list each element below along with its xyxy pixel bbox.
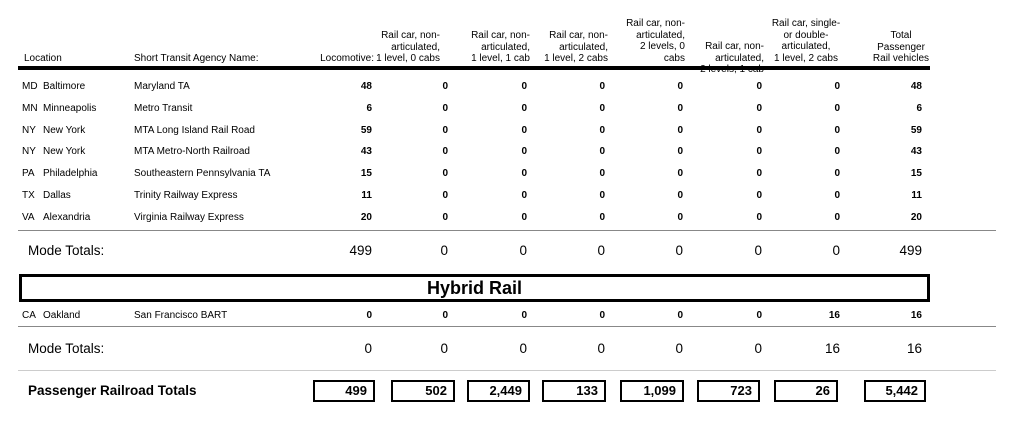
table-cell-value: 0	[677, 211, 683, 223]
table-cell-value: 0	[366, 310, 372, 321]
mode-total-value: 499	[349, 243, 372, 258]
grand-total-box: 1,099	[620, 380, 684, 402]
table-cell-value: 0	[442, 124, 448, 136]
mode-total-value: 16	[906, 341, 922, 356]
agency-name: Metro Transit	[134, 102, 193, 114]
table-cell-value: 43	[360, 146, 372, 158]
header-rule	[18, 66, 930, 70]
header-rail-car-2	[450, 30, 530, 65]
header-rail-car-4	[610, 18, 685, 64]
agency-name: Trinity Railway Express	[134, 190, 238, 201]
table-cell-value: 0	[599, 168, 605, 180]
state-code: NY	[22, 146, 36, 158]
header-rail-car-2-line: Rail car, non-	[471, 30, 530, 41]
header-rail-car-4-line: Rail car, non-	[626, 18, 685, 29]
city-name: Minneapolis	[43, 102, 97, 114]
agency-name: San Francisco BART	[134, 310, 228, 321]
state-code: MN	[22, 102, 38, 114]
table-cell-value: 0	[756, 124, 762, 136]
header-rail-car-3-line: articulated,	[559, 41, 608, 53]
table-cell-value: 15	[360, 168, 372, 180]
table-cell-value: 20	[360, 211, 372, 223]
table-cell-value: 0	[677, 190, 683, 201]
header-rail-car-6	[766, 18, 846, 64]
table-cell-value: 0	[599, 102, 605, 114]
table-cell-value: 0	[599, 190, 605, 201]
grand-total-box: 5,442	[864, 380, 926, 402]
table-cell-value: 59	[360, 124, 372, 136]
divider	[18, 370, 996, 371]
table-cell-value: 0	[442, 102, 448, 114]
table-cell-value: 0	[442, 190, 448, 201]
table-cell-value: 59	[910, 124, 922, 136]
mode-total-value: 499	[899, 243, 922, 258]
grand-total-box: 2,449	[467, 380, 530, 402]
header-rail-car-1	[364, 30, 440, 65]
state-code: MD	[22, 81, 38, 92]
header-rail-car-6-line: Rail car, single-	[771, 18, 841, 29]
mode-totals-label: Mode Totals:	[28, 243, 105, 258]
mode-total-value: 0	[754, 243, 762, 258]
table-cell-value: 48	[910, 81, 922, 92]
table-cell-value: 0	[834, 81, 840, 92]
header-rail-car-3	[530, 30, 608, 65]
agency-name: Maryland TA	[134, 81, 190, 92]
table-cell-value: 16	[828, 310, 840, 321]
header-rail-car-1-line: Rail car, non-	[381, 30, 440, 41]
city-name: New York	[43, 124, 86, 136]
header-rail-car-1-line: articulated,	[391, 41, 440, 53]
table-cell-value: 0	[677, 102, 683, 114]
header-rail-car-2-line: articulated,	[481, 41, 530, 53]
table-cell-value: 0	[442, 211, 448, 223]
mode-total-value: 0	[597, 341, 605, 356]
table-cell-value: 0	[677, 124, 683, 136]
header-total	[862, 30, 940, 65]
header-rail-car-4-line: cabs	[663, 52, 685, 64]
table-cell-value: 16	[910, 310, 922, 321]
table-cell-value: 0	[599, 81, 605, 92]
table-cell-value: 0	[756, 310, 762, 321]
table-cell-value: 6	[916, 102, 922, 114]
mode-totals-label: Mode Totals:	[28, 341, 105, 356]
header-total-line: Rail vehicles	[872, 53, 930, 64]
table-cell-value: 0	[521, 81, 527, 92]
table-cell-value: 0	[521, 310, 527, 321]
table-cell-value: 0	[599, 124, 605, 136]
mode-total-value: 0	[597, 243, 605, 258]
table-cell-value: 0	[756, 211, 762, 223]
header-rail-car-6-line: articulated,	[781, 41, 831, 52]
state-code: VA	[22, 211, 35, 223]
mode-total-value: 0	[440, 341, 448, 356]
table-cell-value: 15	[910, 168, 922, 180]
header-rail-car-4-line: 2 levels, 0	[639, 41, 685, 52]
table-cell-value: 11	[361, 190, 372, 201]
divider	[18, 230, 996, 231]
mode-total-value: 16	[824, 341, 840, 356]
divider	[18, 326, 996, 327]
table-cell-value: 0	[521, 211, 527, 223]
grand-total-box: 26	[774, 380, 838, 402]
table-cell-value: 0	[599, 211, 605, 223]
city-name: Dallas	[43, 190, 71, 201]
mode-total-value: 0	[675, 341, 683, 356]
table-cell-value: 0	[756, 168, 762, 180]
table-cell-value: 0	[521, 168, 527, 180]
city-name: Philadelphia	[43, 168, 98, 180]
header-rail-car-2-line: 1 level, 1 cab	[471, 53, 530, 64]
header-total-line: Passenger	[877, 41, 925, 53]
grand-total-box: 133	[542, 380, 606, 402]
header-rail-car-5-line: Rail car, non-	[705, 41, 764, 52]
header-rail-car-5	[686, 41, 764, 76]
table-cell-value: 0	[834, 102, 840, 114]
header-rail-car-1-line: 1 level, 0 cabs	[376, 53, 440, 64]
table-cell-value: 0	[442, 310, 448, 321]
city-name: Alexandria	[43, 211, 91, 223]
header-rail-car-6-line: 1 level, 2 cabs	[774, 52, 838, 64]
table-cell-value: 0	[677, 81, 683, 92]
table-cell-value: 0	[834, 211, 840, 223]
grand-total-box: 723	[697, 380, 760, 402]
city-name: Oakland	[43, 310, 81, 321]
state-code: NY	[22, 124, 36, 136]
table-cell-value: 11	[911, 190, 922, 201]
section-title-hybrid-rail: Hybrid Rail	[19, 274, 930, 302]
header-total-line: Total	[890, 30, 912, 41]
table-cell-value: 0	[677, 168, 683, 180]
mode-total-value: 0	[364, 341, 372, 356]
mode-total-value: 0	[832, 243, 840, 258]
city-name: New York	[43, 146, 86, 158]
header-rail-car-5-line: articulated,	[715, 52, 764, 64]
table-cell-value: 0	[834, 190, 840, 201]
grand-total-box: 499	[313, 380, 375, 402]
header-rail-car-4-line: articulated,	[636, 29, 685, 41]
grand-total-box: 502	[391, 380, 455, 402]
agency-name: MTA Long Island Rail Road	[134, 124, 255, 136]
table-cell-value: 0	[756, 102, 762, 114]
header-agency: Short Transit Agency Name:	[134, 53, 259, 64]
table-cell-value: 43	[910, 146, 922, 158]
table-cell-value: 0	[756, 190, 762, 201]
table-cell-value: 0	[756, 146, 762, 158]
state-code: PA	[22, 168, 35, 180]
grand-totals-label: Passenger Railroad Totals	[28, 383, 197, 398]
table-cell-value: 0	[521, 102, 527, 114]
table-cell-value: 20	[910, 211, 922, 223]
header-locomotive: Locomotive:	[320, 53, 374, 64]
state-code: TX	[22, 190, 35, 201]
table-cell-value: 0	[756, 81, 762, 92]
table-cell-value: 0	[834, 168, 840, 180]
agency-name: Southeastern Pennsylvania TA	[134, 168, 271, 180]
header-rail-car-3-line: Rail car, non-	[549, 30, 608, 41]
table-cell-value: 0	[521, 190, 527, 201]
header-rail-car-3-line: 1 level, 2 cabs	[544, 53, 608, 64]
state-code: CA	[22, 310, 36, 321]
header-rail-car-6-line: or double-	[783, 29, 829, 41]
table-cell-value: 0	[599, 310, 605, 321]
table-cell-value: 0	[442, 81, 448, 92]
table-cell-value: 0	[599, 146, 605, 158]
table-cell-value: 0	[677, 146, 683, 158]
agency-name: Virginia Railway Express	[134, 211, 244, 223]
mode-total-value: 0	[440, 243, 448, 258]
table-cell-value: 0	[442, 146, 448, 158]
table-cell-value: 0	[677, 310, 683, 321]
mode-total-value: 0	[675, 243, 683, 258]
city-name: Baltimore	[43, 81, 86, 92]
table-cell-value: 0	[521, 146, 527, 158]
table-cell-value: 48	[360, 81, 372, 92]
table-cell-value: 0	[834, 146, 840, 158]
header-location: Location	[24, 53, 62, 64]
table-cell-value: 0	[442, 168, 448, 180]
mode-total-value: 0	[754, 341, 762, 356]
agency-name: MTA Metro-North Railroad	[134, 146, 250, 158]
table-cell-value: 0	[521, 124, 527, 136]
mode-total-value: 0	[519, 341, 527, 356]
table-cell-value: 6	[366, 102, 372, 114]
table-cell-value: 0	[834, 124, 840, 136]
mode-total-value: 0	[519, 243, 527, 258]
